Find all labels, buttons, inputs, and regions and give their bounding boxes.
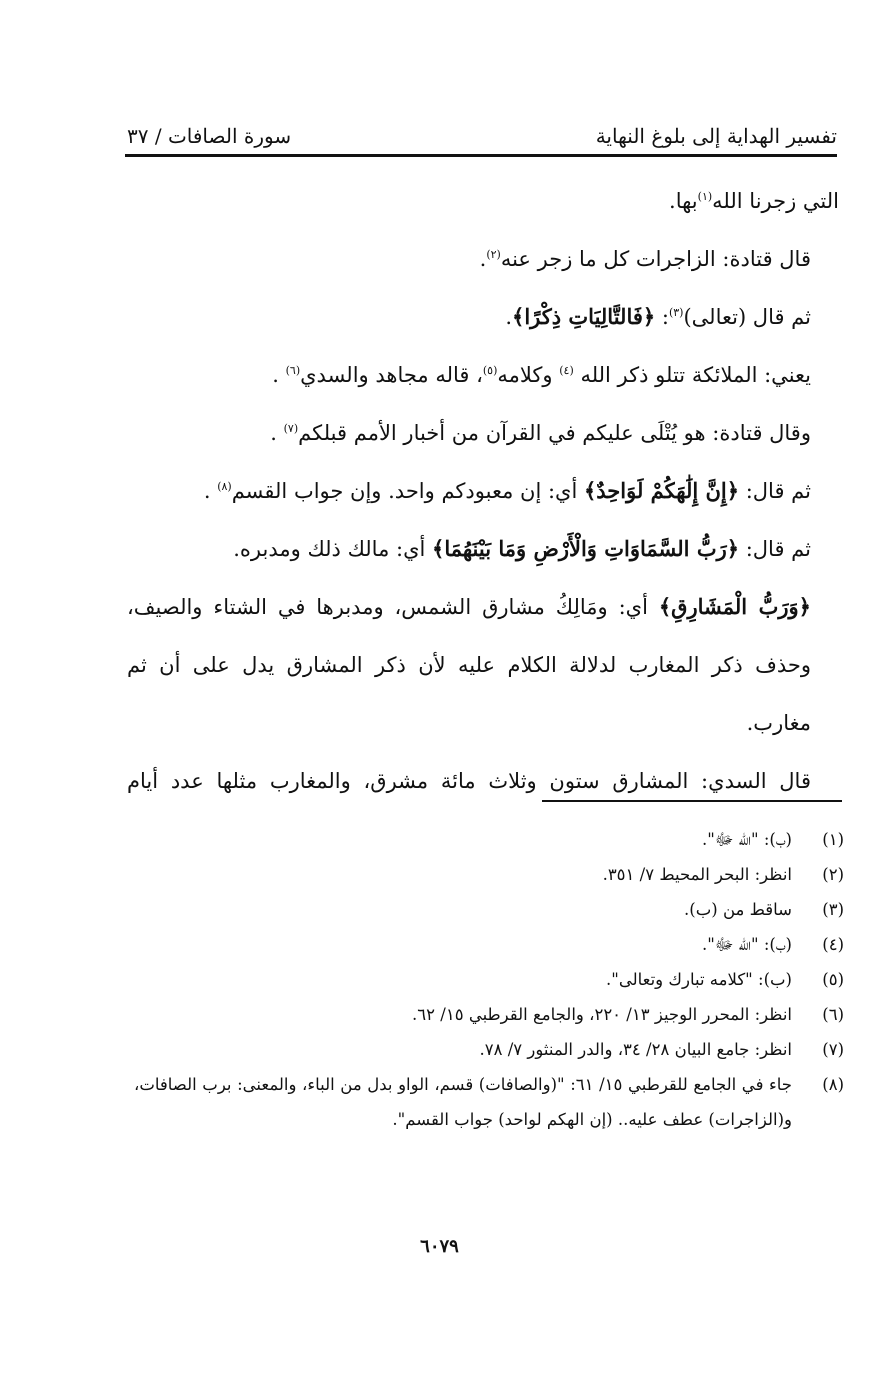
- footnote-separator: [542, 800, 842, 802]
- footnote-item: [134, 892, 844, 927]
- book-title: تفسير الهداية إلى بلوغ النهاية: [595, 124, 837, 148]
- footnote-text: (ب): "كلامه تبارك وتعالى".: [605, 970, 792, 989]
- footnote-ref: (٨): [217, 480, 232, 493]
- footnote-number: (٨): [822, 1075, 844, 1094]
- paragraph-3: ثم قال (تعالى)$^{(٣)}$: ﴿فَالتَّالِيَاتِ ذِكْرًا﴾.: [505, 304, 811, 329]
- paragraph-8: ﴿وَرَبُّ الْمَشَارِقِ﴾ أي: ومَالِكُ مشارق الشمس، ومدبرها في الشتاء والصيف، وحذف ذكر المغارب لدلالة الكلام عليه لأن ذكر المشارق يدل على أن ثم مغارب.: [127, 594, 811, 735]
- footnote-text: (ب): "الله ﷻ".: [701, 830, 792, 849]
- footnote-ref: (٣): [668, 306, 684, 319]
- footnote-number: (٦): [822, 1005, 844, 1024]
- paragraph-1: التي زجرنا الله$^{(١)}$بها.: [669, 189, 839, 213]
- footnote-text: انظر: المحرر الوجيز ١٣/ ٢٢٠، والجامع القرطبي ١٥/ ٦٢.: [412, 1005, 792, 1024]
- footnote-text: ساقط من (ب).: [684, 900, 792, 919]
- footnote-ref: (١): [697, 190, 713, 203]
- footnote-item: [134, 857, 844, 892]
- footnote-ref: (٧): [283, 422, 299, 435]
- footnotes: [134, 822, 844, 1137]
- footnote-item: [134, 927, 844, 962]
- paragraph-7: ثم قال: ﴿رَبُّ السَّمَاوَاتِ وَالْأَرْضِ وَمَا بَيْنَهُمَا﴾ أي: مالك ذلك ومدبره.: [233, 536, 811, 561]
- quran-verse: ﴿رَبُّ السَّمَاوَاتِ وَالْأَرْضِ وَمَا بَيْنَهُمَا﴾: [432, 536, 740, 561]
- footnote-ref: (٢): [486, 248, 501, 261]
- running-header: [127, 108, 837, 148]
- footnote-number: (٥): [822, 970, 844, 989]
- footnote-item: [134, 962, 844, 997]
- paragraph-9: قال السدي: المشارق ستون وثلاث مائة مشرق، والمغارب مثلها عدد أيام: [127, 769, 811, 793]
- main-text: [127, 172, 839, 810]
- footnote-text: (ب): "الله ﷻ".: [701, 935, 792, 954]
- page-number: ٦٠٧٩: [420, 1236, 459, 1257]
- quran-verse: ﴿فَالتَّالِيَاتِ ذِكْرًا﴾: [512, 304, 656, 329]
- footnote-number: (٤): [822, 935, 844, 954]
- paragraph-4: يعني: الملائكة تتلو ذكر الله $^{(٤)}$ وكلامه$^{(٥)}$، قاله مجاهد والسدي$^{(٦)}$ .: [272, 363, 811, 387]
- quran-verse: ﴿إِنَّ إِلَٰهَكُمْ لَوَاحِدٌ﴾: [583, 478, 740, 503]
- surah-reference: سورة الصافات / ٣٧: [127, 124, 292, 148]
- footnote-item: [134, 822, 844, 857]
- footnote-text: انظر: البحر المحيط ٧/ ٣٥١.: [602, 865, 792, 884]
- footnote-number: (١): [822, 830, 844, 849]
- header-rule: [125, 154, 837, 157]
- footnote-text: جاء في الجامع للقرطبي ١٥/ ٦١: "(والصافات) قسم، الواو بدل من الباء، والمعنى: برب الصافات، و(الزاجرات) عطف عليه.. (إن الهكم لواحد) جواب القسم".: [134, 1075, 793, 1129]
- paragraph-2: قال قتادة: الزاجرات كل ما زجر عنه$^{(٢)}$.: [479, 247, 811, 271]
- footnote-item: [134, 1067, 844, 1137]
- paragraph-6: ثم قال: ﴿إِنَّ إِلَٰهَكُمْ لَوَاحِدٌ﴾ أي: إن معبودكم واحد. وإن جواب القسم$^{(٨)}$ .: [203, 478, 811, 503]
- quran-verse: ﴿وَرَبُّ الْمَشَارِقِ﴾: [658, 594, 811, 619]
- footnote-text: انظر: جامع البيان ٢٨/ ٣٤، والدر المنثور ٧/ ٧٨.: [479, 1040, 792, 1059]
- footnote-ref: (٤): [559, 364, 574, 377]
- paragraph-5: وقال قتادة: هو يُتْلَى عليكم في القرآن من أخبار الأمم قبلكم$^{(٧)}$ .: [270, 421, 811, 445]
- footnote-item: [134, 1032, 844, 1067]
- footnote-ref: (٥): [482, 364, 498, 377]
- footnote-number: (٣): [822, 900, 844, 919]
- footnote-item: [134, 997, 844, 1032]
- footnote-ref: (٦): [285, 364, 301, 377]
- footnote-number: (٢): [822, 865, 844, 884]
- footnote-number: (٧): [822, 1040, 844, 1059]
